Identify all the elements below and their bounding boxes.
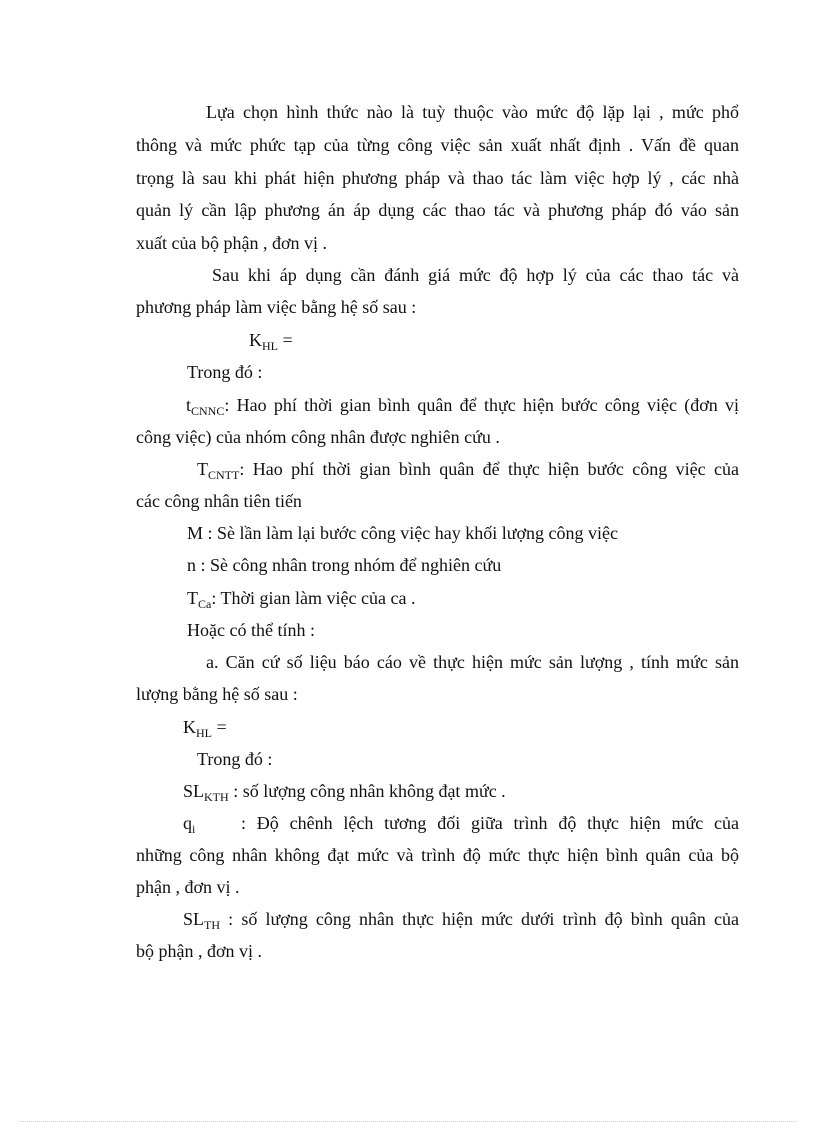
tcnnc-definition-line-2: công việc) của nhóm công nhân được nghiên cứu . xyxy=(136,427,500,447)
kth-subscript: KTH xyxy=(204,790,229,804)
paragraph-1-line-2: thông và mức phức tạp của từng công việc sản xuất nhất định . Vấn đề quan xyxy=(136,135,739,155)
tcntt-definition-line-2: các công nhân tiên tiến xyxy=(136,491,302,511)
tca-text: : Thời gian làm việc của ca . xyxy=(211,588,416,608)
m-definition: M : Sè lần làm lại bước công việc hay khối lượng công việc xyxy=(187,523,618,543)
hoac-label: Hoặc có thể tính : xyxy=(187,620,315,640)
qi-text: : Độ chênh lệch tương đối giữa trình độ thực hiện mức của xyxy=(241,813,739,833)
q-symbol: q xyxy=(183,813,192,833)
paragraph-2-line-1: Sau khi áp dụng cần đánh giá mức độ hợp lý của các thao tác và xyxy=(212,265,739,285)
khl-formula-1 xyxy=(249,329,816,351)
cntt-subscript: CNTT xyxy=(208,468,240,482)
slth-definition-line-1 xyxy=(183,908,739,930)
tcnnc-definition-line-1 xyxy=(186,394,739,416)
slth-definition-line-2: bộ phận , đơn vị . xyxy=(136,941,263,961)
T-symbol: T xyxy=(187,588,198,608)
section-a-line-1: a. Căn cứ số liệu báo cáo về thực hiện mức sản lượng , tính mức sản xyxy=(206,652,739,672)
qi-definition-line-3: phận , đơn vị . xyxy=(136,877,240,897)
ca-subscript: Ca xyxy=(198,597,212,611)
trong-do-label-2: Trong đó : xyxy=(197,749,273,769)
tcntt-text: : Hao phí thời gian bình quân để thực hiện bước công việc của xyxy=(239,459,739,479)
tcnnc-text: : Hao phí thời gian bình quân để thực hiện bước công việc (đơn vị xyxy=(224,395,739,415)
cnnc-subscript: CNNC xyxy=(191,404,225,418)
k-symbol: K xyxy=(183,717,196,737)
tcntt-definition-line-1 xyxy=(197,458,739,480)
paragraph-1-line-3: trọng là sau khi phát hiện phương pháp và thao tác làm việc hợp lý , các nhà xyxy=(136,168,739,188)
slth-text: : số lượng công nhân thực hiện mức dưới trình độ bình quân của xyxy=(228,909,740,929)
sl-symbol: SL xyxy=(183,781,205,801)
slkth-definition xyxy=(183,780,816,802)
equals-sign: = xyxy=(216,717,227,737)
paragraph-1-line-4: quản lý cần lập phương án áp dụng các thao tác và phương pháp đó váo sản xyxy=(136,200,739,220)
equals-sign: = xyxy=(282,330,293,350)
section-a-line-2: lượng bằng hệ số sau : xyxy=(136,684,298,704)
T-symbol: T xyxy=(197,459,208,479)
sl-symbol: SL xyxy=(183,909,205,929)
k-symbol: K xyxy=(249,330,262,350)
hl-subscript: HL xyxy=(262,339,278,353)
khl-formula-2 xyxy=(183,716,816,738)
slkth-text: : số lượng công nhân không đạt mức . xyxy=(233,781,506,801)
paragraph-2-line-2: phương pháp làm việc bằng hệ số sau : xyxy=(136,297,417,317)
tca-definition xyxy=(187,587,816,609)
trong-do-label-1: Trong đó : xyxy=(187,362,263,382)
qi-definition-line-2: những công nhân không đạt mức và trình độ mức thực hiện bình quân của bộ xyxy=(136,845,739,865)
qi-definition-line-1 xyxy=(183,812,739,834)
t-symbol: t xyxy=(186,395,192,415)
i-subscript: i xyxy=(192,822,196,836)
n-definition: n : Sè công nhân trong nhóm để nghiên cứu xyxy=(187,555,502,575)
th-subscript: TH xyxy=(204,918,221,932)
page-bottom-border xyxy=(20,1121,796,1122)
paragraph-1-line-1: Lựa chọn hình thức nào là tuỳ thuộc vào mức độ lặp lại , mức phổ xyxy=(206,102,739,122)
hl-subscript: HL xyxy=(196,726,212,740)
paragraph-1-line-5: xuất của bộ phận , đơn vị . xyxy=(136,233,327,253)
